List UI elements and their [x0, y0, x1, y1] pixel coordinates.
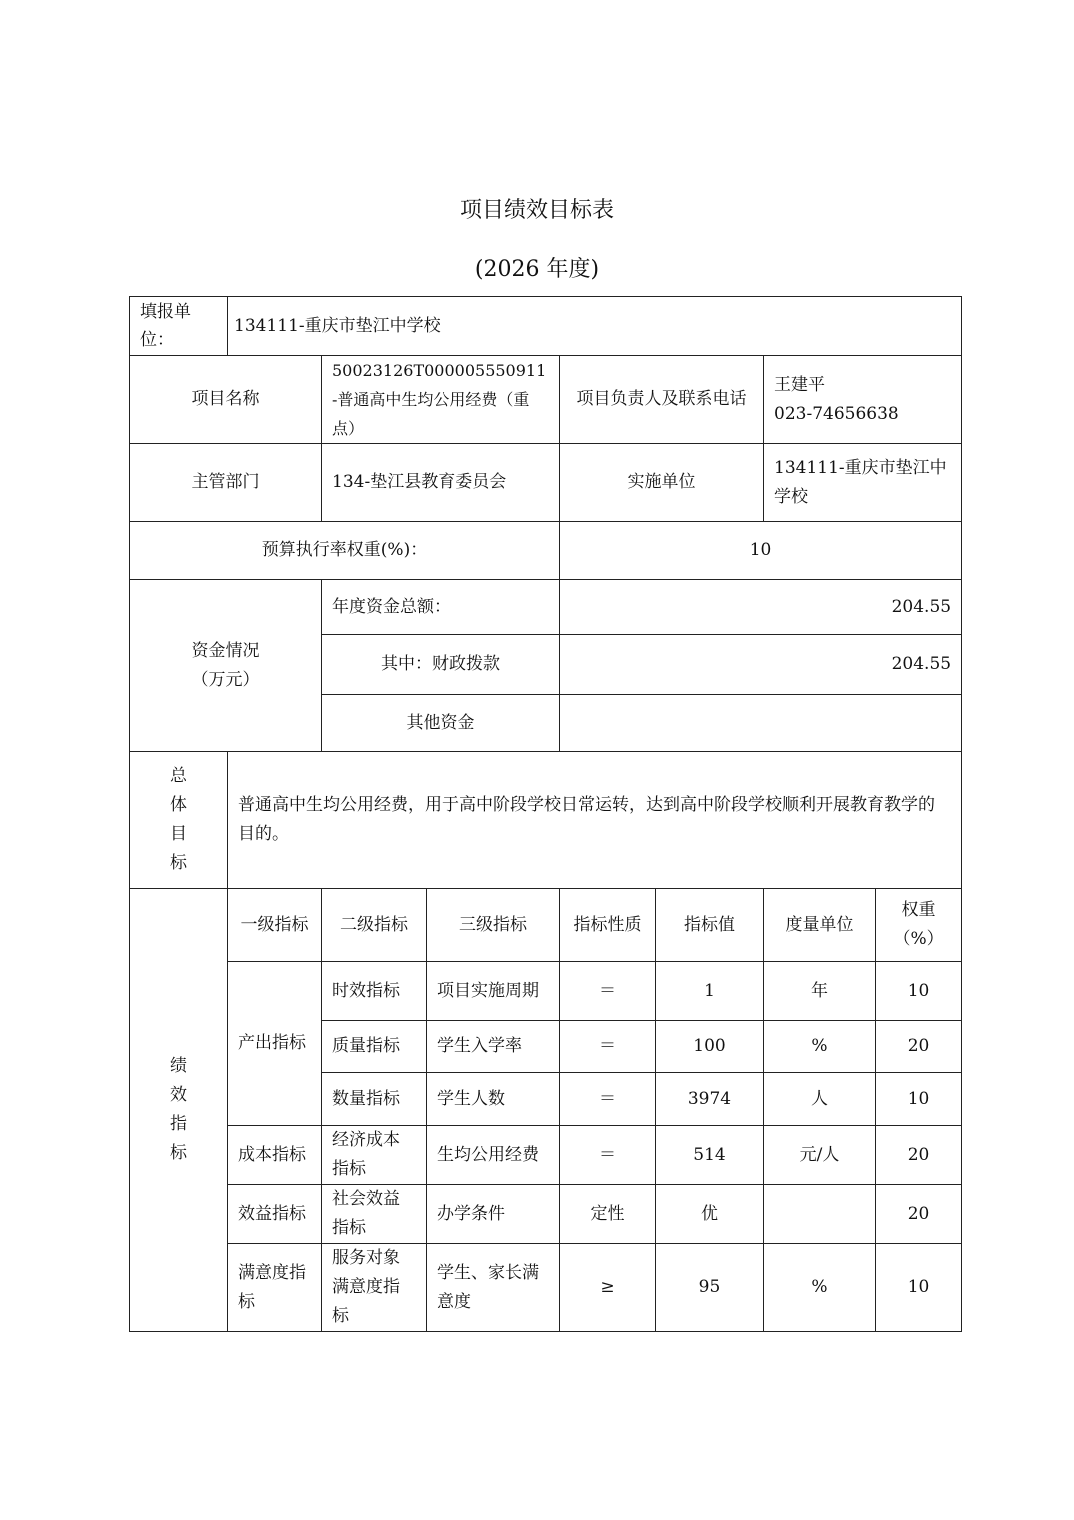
- level1-cell: 效益指标: [228, 1185, 322, 1244]
- impl-label: 实施单位: [560, 444, 764, 522]
- header-nature: 指标性质: [560, 889, 656, 962]
- level2-cell: 质量指标: [322, 1021, 427, 1073]
- level2-cell: 社会效益指标: [322, 1185, 427, 1244]
- funds-total-value: 204.55: [560, 580, 962, 635]
- perf-label-char: 标: [170, 1143, 187, 1163]
- level3-cell: 生均公用经费: [427, 1126, 560, 1185]
- nature-cell: ≥: [560, 1244, 656, 1332]
- funds-fiscal-label: 其中：财政拨款: [322, 635, 560, 695]
- level1-cell: 产出指标: [228, 962, 322, 1126]
- contact-name: 王建平: [774, 374, 825, 395]
- page-title: 项目绩效目标表: [459, 198, 614, 223]
- unit-label-cell: [130, 297, 228, 356]
- table-row: [130, 1126, 962, 1185]
- header-level3: 三级指标: [427, 889, 560, 962]
- level1-cell: 成本指标: [228, 1126, 322, 1185]
- nature-cell: ＝: [560, 962, 656, 1021]
- header-unit: 度量单位: [764, 889, 876, 962]
- goal-label: [130, 752, 228, 889]
- table-row: [130, 1244, 962, 1332]
- level2-cell: 服务对象满意度指标: [322, 1244, 427, 1332]
- goal-label-char: 标: [170, 853, 187, 873]
- funds-other-label: 其他资金: [322, 695, 560, 752]
- value-cell: 514: [656, 1126, 764, 1185]
- nature-cell: ＝: [560, 1073, 656, 1126]
- perf-label-char: 效: [170, 1085, 187, 1105]
- weight-cell: 20: [876, 1021, 962, 1073]
- unit-cell: %: [764, 1021, 876, 1073]
- header-value: 指标值: [656, 889, 764, 962]
- level2-cell: 时效指标: [322, 962, 427, 1021]
- unit-label: 填报单位：: [140, 302, 191, 350]
- value-cell: 优: [656, 1185, 764, 1244]
- table-row: [130, 962, 962, 1021]
- budget-weight-value: 10: [560, 522, 962, 580]
- header-level1: 一级指标: [228, 889, 322, 962]
- dept-value: 134-垫江县教育委员会: [322, 444, 560, 522]
- weight-cell: 10: [876, 1073, 962, 1126]
- nature-cell: ＝: [560, 1021, 656, 1073]
- level1-cell: 满意度指标: [228, 1244, 322, 1332]
- funds-label-line2: （万元）: [191, 669, 260, 690]
- impl-value: 134111-重庆市垫江中学校: [764, 444, 962, 522]
- goal-text: 普通高中生均公用经费，用于高中阶段学校日常运转，达到高中阶段学校顺利开展教育教学的目的。: [228, 752, 962, 889]
- funds-fiscal-value: 204.55: [560, 635, 962, 695]
- goal-label-char: 体: [170, 795, 187, 815]
- level3-cell: 学生入学率: [427, 1021, 560, 1073]
- unit-cell: [764, 1185, 876, 1244]
- budget-weight-label: 预算执行率权重(%)：: [130, 522, 560, 580]
- level3-cell: 项目实施周期: [427, 962, 560, 1021]
- level2-cell: 数量指标: [322, 1073, 427, 1126]
- value-cell: 1: [656, 962, 764, 1021]
- funds-label: [130, 580, 322, 752]
- project-name-value: 50023126T000005550911-普通高中生均公用经费（重点）: [322, 356, 560, 444]
- unit-value: 134111-重庆市垫江中学校: [228, 297, 962, 356]
- perf-label: [130, 889, 228, 1332]
- unit-cell: 年: [764, 962, 876, 1021]
- perf-label-char: 绩: [170, 1056, 187, 1076]
- unit-cell: 元/人: [764, 1126, 876, 1185]
- funds-total-label: 年度资金总额：: [322, 580, 560, 635]
- nature-cell: ＝: [560, 1126, 656, 1185]
- goal-label-char: 总: [170, 766, 187, 786]
- weight-cell: 10: [876, 962, 962, 1021]
- perf-label-char: 指: [170, 1114, 187, 1134]
- level3-cell: 办学条件: [427, 1185, 560, 1244]
- value-cell: 95: [656, 1244, 764, 1332]
- value-cell: 100: [656, 1021, 764, 1073]
- weight-cell: 20: [876, 1126, 962, 1185]
- weight-cell: 20: [876, 1185, 962, 1244]
- header-level2: 二级指标: [322, 889, 427, 962]
- table-row: [130, 1185, 962, 1244]
- funds-label-line1: 资金情况: [191, 640, 260, 661]
- project-name-label: 项目名称: [130, 356, 322, 444]
- unit-cell: %: [764, 1244, 876, 1332]
- funds-other-value: [560, 695, 962, 752]
- value-cell: 3974: [656, 1073, 764, 1126]
- dept-label: 主管部门: [130, 444, 322, 522]
- performance-target-table: [129, 296, 962, 1332]
- contact-cell: [764, 356, 962, 444]
- level3-cell: 学生、家长满意度: [427, 1244, 560, 1332]
- page-subtitle-year: (2026 年度): [474, 257, 600, 282]
- contact-phone: 023-74656638: [774, 403, 899, 424]
- unit-cell: 人: [764, 1073, 876, 1126]
- weight-cell: 10: [876, 1244, 962, 1332]
- goal-label-char: 目: [170, 824, 187, 844]
- level3-cell: 学生人数: [427, 1073, 560, 1126]
- header-weight: 权重（%）: [876, 889, 962, 962]
- nature-cell: 定性: [560, 1185, 656, 1244]
- level2-cell: 经济成本指标: [322, 1126, 427, 1185]
- contact-label: 项目负责人及联系电话: [560, 356, 764, 444]
